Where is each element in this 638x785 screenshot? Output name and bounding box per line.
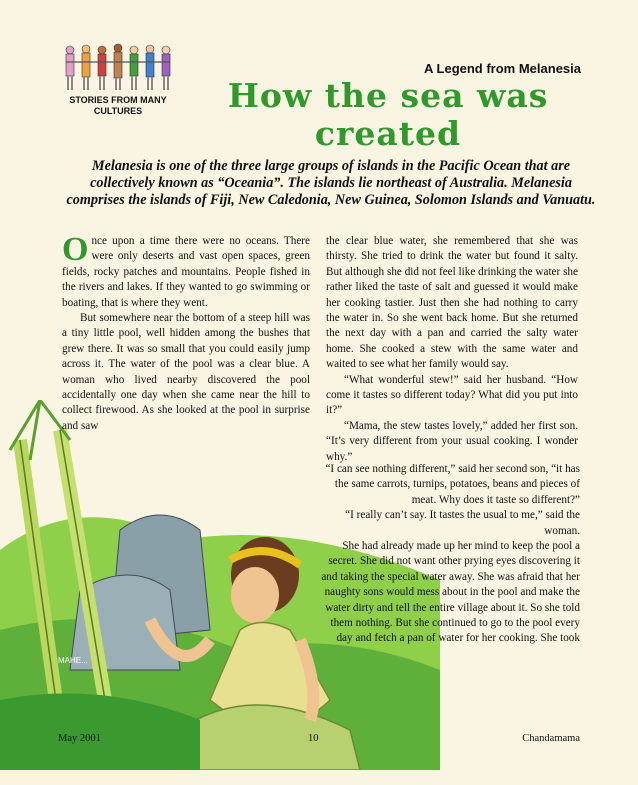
drop-cap: O	[62, 231, 89, 268]
page-number: 10	[308, 733, 319, 744]
legend-subtitle: A Legend from Melanesia	[424, 61, 581, 76]
cultures-logo-figures	[62, 42, 174, 98]
paragraph-4: “What wonderful stew!” said her husband. “How come it tastes so different today? What did you put into it?”	[326, 373, 578, 417]
column-left	[62, 231, 310, 434]
intro-paragraph: Melanesia is one of the three large groups of islands in the Pacific Ocean that are collectively known as “Oceania”. The islands lie northeast of Australia. Melanesia comprises the islands of Fiji, New Caledonia, New Guinea, Solomon Islands and Vanuatu.	[66, 158, 596, 208]
section-label: STORIES FROM MANY CULTURES	[69, 95, 167, 116]
paragraph-8: She had already made up her mind to keep the pool a secret. She did not want other prying eyes discovering it and taking the special water away. She was afraid that her naughty sons would mess about in the pool and make the water dirty and tell the entire village about it. So she told them nothing. But she continued to go to the pool every day and fetch a pan of water for her cooking. She took	[321, 540, 580, 645]
story-title: How the sea was created	[227, 76, 549, 153]
column-right	[326, 234, 578, 465]
paragraph-5: “Mama, the stew tastes lovely,” added her first son. “It’s very different from your usual cooking. I wonder why.”	[326, 419, 578, 463]
column-right-wrapped	[320, 462, 580, 647]
paragraph-7: “I really can’t say. It tastes the usual to me,” said the woman.	[345, 509, 580, 537]
paragraph-2: But somewhere near the bottom of a steep hill was a tiny little pool, well hidden among the bushes that grew there. It was so small that you could easily jump across it. The water of the pool was a clear blue. A woman who lived nearby discovered the pool accidentally one day when she came near the hill to collect firewood. As she looked at the pool in surprise and saw	[62, 312, 310, 432]
paragraph-6: “I can see nothing different,” said her second son, “it has the same carrots, turnips, potatoes, beans and pieces of meat. Why does it taste so different?”	[325, 463, 580, 506]
paragraph-3: the clear blue water, she remembered that she was thirsty. She tried to drink the water but found it salty. But although she did not feel like drinking the water she rather liked the taste of salt and guessed it would make her cooking tastier. Just then she had nothing to carry the water in. So she went back home. But she returned the next day with a pan and carried the salty water home. She cooked a stew with the same water and waited to see what her family would say.	[326, 235, 578, 371]
artist-signature: MAHE...	[58, 656, 88, 665]
footer-date: May 2001	[58, 733, 101, 744]
footer-magazine: Chandamama	[522, 733, 580, 744]
paragraph-1: nce upon a time there were no oceans. There were only deserts and vast open spaces, green fields, rocky patches and mountains. People fished in the rivers and lakes. If they wanted to go swimming or boating, that is where they went.	[62, 235, 310, 309]
